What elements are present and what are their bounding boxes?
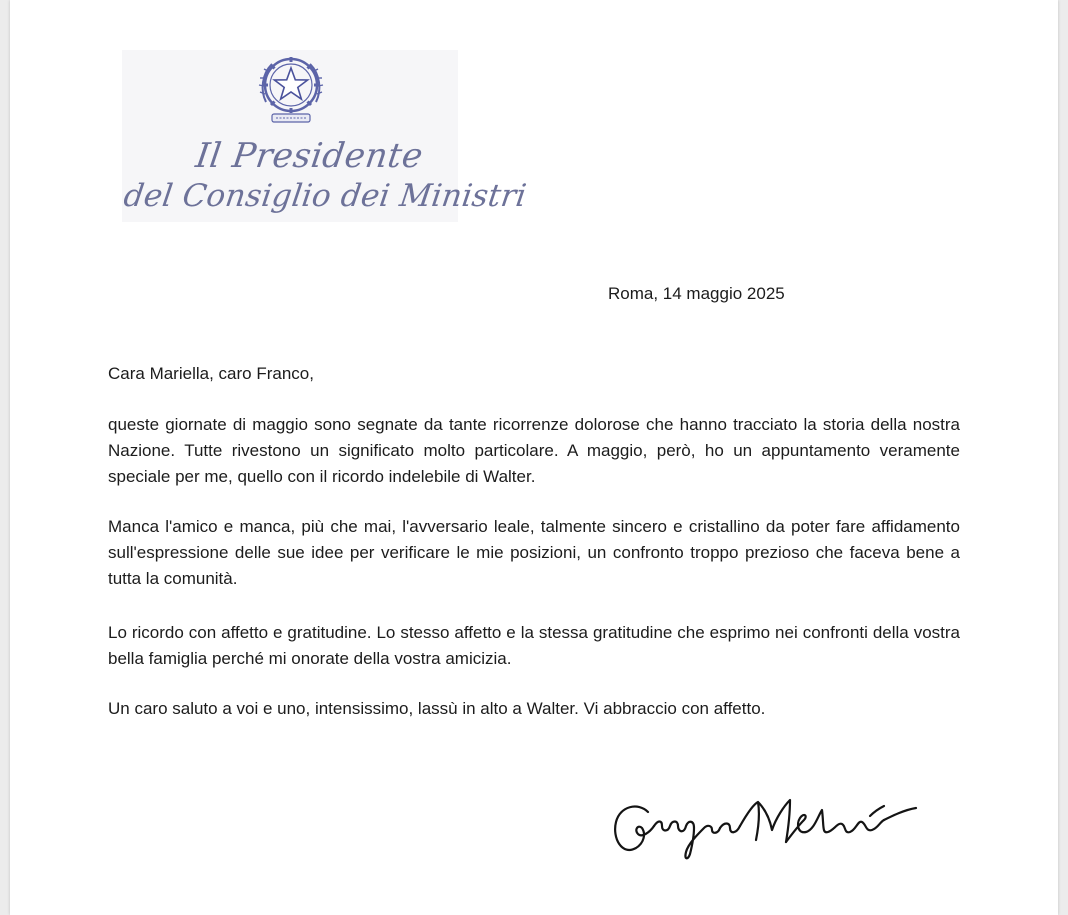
letter-page	[10, 0, 1058, 915]
italian-republic-emblem-icon	[256, 52, 326, 126]
letter-paragraph: Lo ricordo con affetto e gratitudine. Lo stesso affetto e la stessa gratitudine che esprimo nei confronti della vostra bella famiglia perché mi onorate della vostra amicizia.	[108, 623, 960, 668]
letter-salutation: Cara Mariella, caro Franco,	[108, 364, 314, 383]
handwritten-signature	[608, 790, 928, 866]
letterhead-subtitle: del Consiglio dei Ministri	[121, 178, 529, 214]
letterhead	[121, 50, 529, 222]
letterhead-title: Il Presidente	[193, 136, 426, 176]
letter-date: Roma, 14 maggio 2025	[608, 284, 785, 303]
letter-paragraph: queste giornate di maggio sono segnate da tante ricorrenze dolorose che hanno tracciato la storia della nostra Nazione. Tutte rivestono un significato molto particolare. A maggio, però, ho un appuntamento veramente speciale per me, quello con il ricordo indelebile di Walter.	[108, 415, 960, 486]
letter-paragraph: Manca l'amico e manca, più che mai, l'avversario leale, talmente sincero e cristallino da poter fare affidamento sull'espressione delle sue idee per verificare le mie posizioni, un confronto troppo prezioso che faceva bene a tutta la comunità.	[108, 517, 960, 588]
letter-paragraph: Un caro saluto a voi e uno, intensissimo, lassù in alto a Walter. Vi abbraccio con affetto.	[108, 699, 766, 718]
